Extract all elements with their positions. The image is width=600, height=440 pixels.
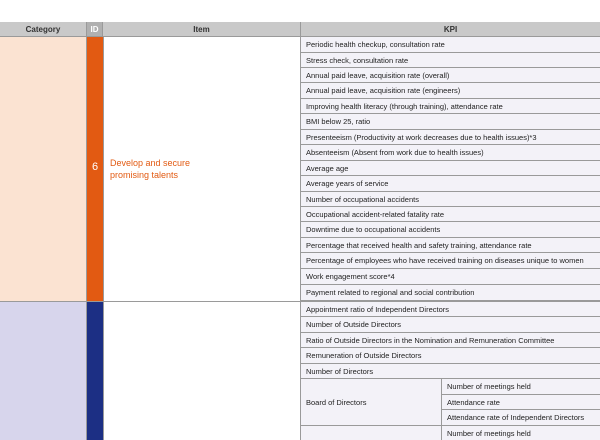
kpi-row: Improving health literacy (through training), attendance rate	[301, 99, 600, 114]
board-kpi-row: Attendance rate	[441, 395, 600, 410]
kpi-row: BMI below 25, ratio	[301, 114, 600, 130]
item-line-2: promising talents	[110, 170, 179, 180]
kpi-row: Number of Outside Directors	[301, 317, 600, 333]
kpi-row: Ratio of Outside Directors in the Nomination and Remuneration Committee	[301, 333, 600, 348]
board-kpi-row: Number of meetings held	[441, 379, 600, 395]
kpi-row: Appointment ratio of Independent Directors	[301, 302, 600, 317]
kpi-row: Percentage that received health and safety training, attendance rate	[301, 238, 600, 253]
kpi-row: Stress check, consultation rate	[301, 53, 600, 68]
item-line-1: Develop and secure	[110, 158, 191, 168]
kpi-row: Remuneration of Outside Directors	[301, 348, 600, 364]
kpi-row: Absenteeism (Absent from work due to health issues)	[301, 145, 600, 161]
kpi-row: Downtime due to occupational accidents	[301, 222, 600, 238]
header-kpi: KPI	[301, 22, 600, 36]
category-cell-section-2	[0, 302, 87, 440]
kpi-row: Work engagement score*4	[301, 269, 600, 285]
board-of-directors-text: Board of Directors	[306, 397, 367, 407]
kpi-row: Payment related to regional and social contribution	[301, 285, 600, 301]
id-cell-section-2	[87, 302, 103, 440]
board-of-directors-label	[301, 379, 441, 426]
board-kpi-row: Attendance rate of Independent Directors	[441, 410, 600, 426]
item-cell-section-2	[103, 302, 301, 440]
kpi-row: Average years of service	[301, 176, 600, 192]
item-text-section-1	[110, 157, 190, 181]
id-number: 6	[91, 161, 99, 173]
kpi-row: Annual paid leave, acquisition rate (overall)	[301, 68, 600, 83]
header-category: Category	[0, 22, 87, 36]
kpi-row: Annual paid leave, acquisition rate (engineers)	[301, 83, 600, 99]
category-cell-section-1	[0, 37, 87, 301]
kpi-row: Average age	[301, 161, 600, 176]
kpi-row: Number of occupational accidents	[301, 192, 600, 207]
header-item: Item	[103, 22, 301, 36]
kpi-row: Periodic health checkup, consultation rate	[301, 37, 600, 53]
id-cell-section-1	[87, 37, 103, 301]
next-kpi-row: Number of meetings held	[441, 426, 600, 440]
header-id: ID	[87, 22, 103, 36]
kpi-row: Percentage of employees who have received training on diseases unique to women	[301, 253, 600, 269]
kpi-row: Occupational accident-related fatality rate	[301, 207, 600, 222]
next-sub-label	[301, 426, 441, 440]
kpi-row: Number of Directors	[301, 364, 600, 379]
kpi-row: Presenteeism (Productivity at work decreases due to health issues)*3	[301, 130, 600, 145]
